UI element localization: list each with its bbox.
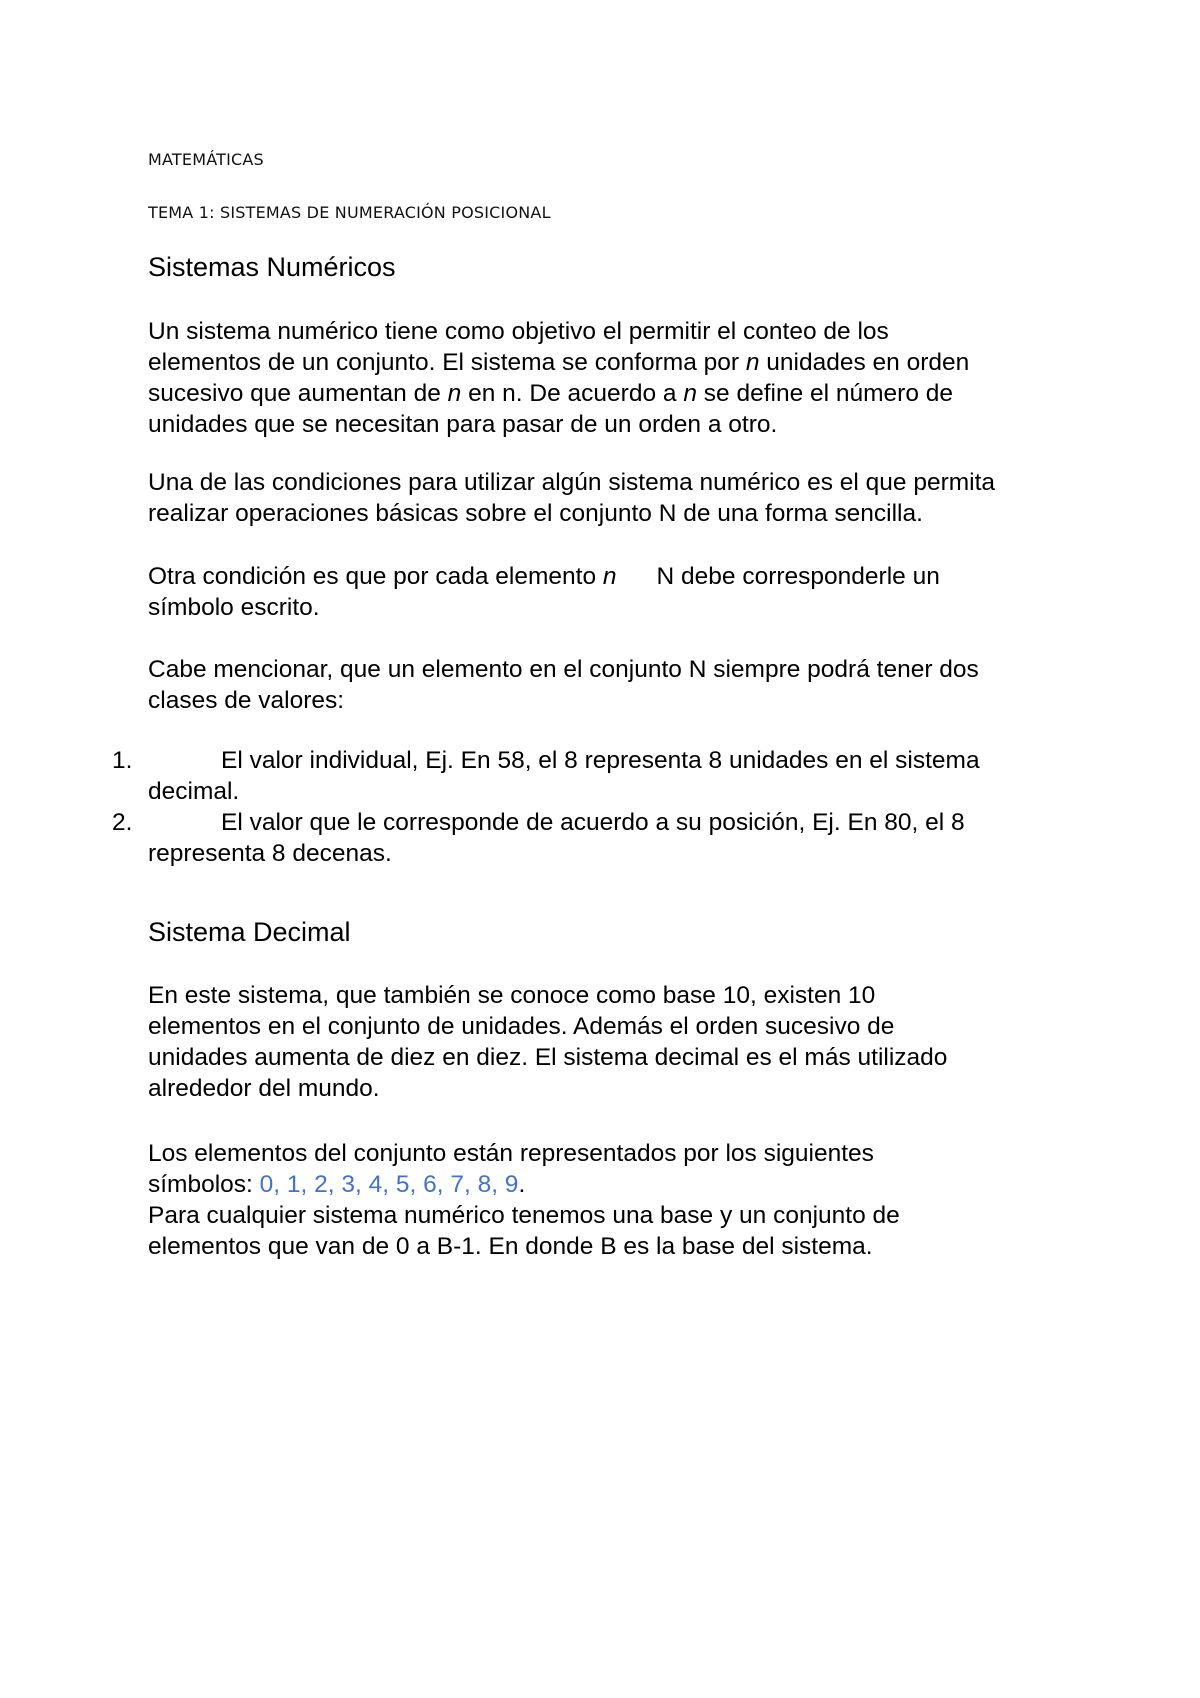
italic-variable: n [745, 349, 760, 376]
text-run: en n. De acuerdo a [461, 380, 684, 407]
paragraph-line: alrededor del mundo. [148, 1075, 380, 1102]
paragraph-conditions [148, 467, 1088, 529]
paragraph-line [148, 378, 1088, 409]
topic-label: TEMA 1: SISTEMAS DE NUMERACIÓN POSICIONAL [148, 203, 551, 222]
section-title-sistemas-numericos: Sistemas Numéricos [148, 252, 396, 282]
list-item [112, 807, 1088, 869]
digit-symbols: 0, 1, 2, 3, 4, 5, 6, 7, 8, 9 [259, 1171, 519, 1198]
list-item-text: representa 8 decenas. [148, 840, 392, 867]
paragraph-line: En este sistema, que también se conoce como base 10, existen 10 [148, 982, 876, 1009]
text-run: se define el número de [696, 380, 954, 407]
italic-variable: n [683, 380, 697, 407]
list-item [112, 745, 1088, 807]
paragraph-line: Una de las condiciones para utilizar algún sistema numérico es el que permita [148, 469, 996, 496]
paragraph-line: elementos que van de 0 a B-1. En donde B es la base del sistema. [148, 1233, 873, 1260]
paragraph-decimal-description [148, 980, 1088, 1104]
paragraph-definition [148, 316, 1088, 440]
list-item-text: El valor individual, Ej. En 58, el 8 representa 8 unidades en el sistema [221, 747, 980, 774]
paragraph-line: Los elementos del conjunto están representados por los siguientes [148, 1140, 874, 1167]
paragraph-line: Para cualquier sistema numérico tenemos una base y un conjunto de [148, 1202, 900, 1229]
paragraph-line [148, 561, 1088, 592]
paragraph-value-classes [148, 654, 1088, 716]
text-run: . [518, 1171, 526, 1198]
text-run: símbolos: [148, 1171, 260, 1198]
subject-label: MATEMÁTICAS [148, 150, 264, 169]
italic-variable: n [602, 563, 617, 590]
paragraph-line: unidades que se necesitan para pasar de un orden a otro. [148, 411, 778, 438]
text-run: N debe corresponderle un [656, 563, 940, 590]
paragraph-line: elementos en el conjunto de unidades. Además el orden sucesivo de [148, 1013, 895, 1040]
section-title-sistema-decimal: Sistema Decimal [148, 917, 351, 947]
paragraph-line: Cabe mencionar, que un elemento en el conjunto N siempre podrá tener dos [148, 656, 979, 683]
text-run: unidades en orden [759, 349, 970, 376]
paragraph-line [148, 1169, 1088, 1200]
paragraph-line [148, 347, 1088, 378]
paragraph-symbol-condition [148, 561, 1088, 623]
text-run: elementos de un conjunto. El sistema se conforma por [148, 349, 746, 376]
list-item-text: decimal. [148, 778, 240, 805]
text-run: Otra condición es que por cada elemento [148, 563, 603, 590]
paragraph-decimal-symbols [148, 1138, 1088, 1262]
paragraph-line: unidades aumenta de diez en diez. El sistema decimal es el más utilizado [148, 1044, 948, 1071]
paragraph-line: clases de valores: [148, 687, 345, 714]
text-run: sucesivo que aumentan de [148, 380, 448, 407]
list-number: 1. [112, 747, 133, 774]
list-number: 2. [112, 809, 133, 836]
list-item-text: El valor que le corresponde de acuerdo a su posición, Ej. En 80, el 8 [221, 809, 965, 836]
paragraph-line: símbolo escrito. [148, 594, 320, 621]
paragraph-line: realizar operaciones básicas sobre el conjunto N de una forma sencilla. [148, 500, 923, 527]
italic-variable: n [447, 380, 462, 407]
paragraph-line: Un sistema numérico tiene como objetivo el permitir el conteo de los [148, 318, 889, 345]
